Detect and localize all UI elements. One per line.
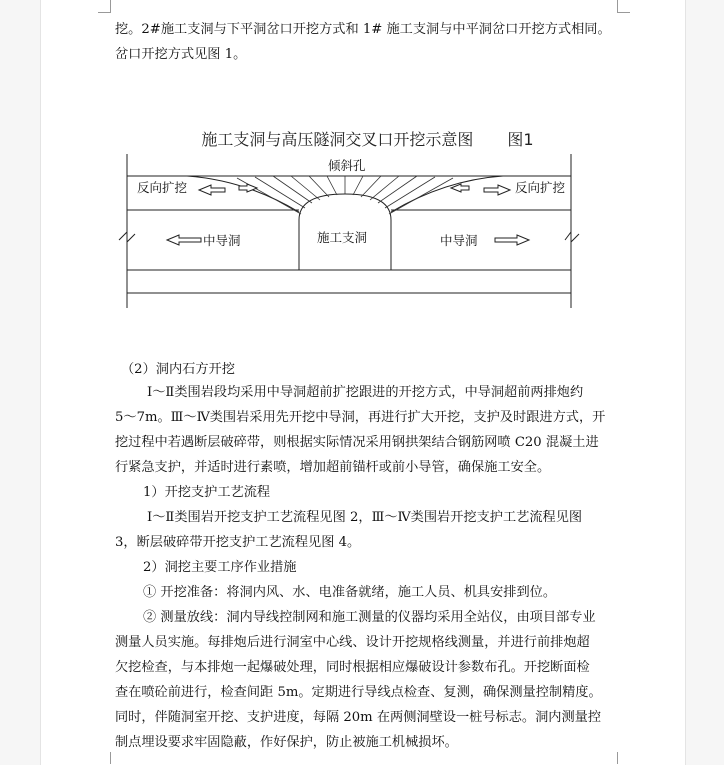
arrow-heading-right <box>495 235 529 245</box>
margin-mark-top-left <box>98 0 111 13</box>
arrow-inner-right <box>451 184 469 192</box>
item2-heading: 2）洞挖主要工序作业措施 <box>143 560 297 575</box>
item1-line-1: Ⅰ～Ⅱ类围岩开挖支护工艺流程见图 2，Ⅲ～Ⅳ类围岩开挖支护工艺流程见图 <box>147 510 583 525</box>
intro-line-1: 挖。2#施工支洞与下平洞岔口开挖方式和 1# 施工支洞与中平洞岔口开挖方式相同。 <box>115 22 611 37</box>
margin-mark-bottom-left <box>98 752 111 764</box>
label-incline-hole: 倾斜孔 <box>328 158 366 173</box>
arrow-reverse-right <box>484 185 510 195</box>
junction-diagram <box>115 150 585 310</box>
figure-label: 图1 <box>507 130 534 149</box>
item1-line-2: 3，断层破碎带开挖支护工艺流程见图 4。 <box>115 535 361 550</box>
para1-line-3: 挖过程中若遇断层破碎带，则根据实际情况采用钢拱架结合钢筋网喷 C20 混凝土进 <box>115 435 599 450</box>
left-gutter <box>0 0 40 765</box>
label-center-heading-left: 中导洞 <box>203 233 241 248</box>
right-gutter <box>684 0 724 765</box>
label-center-heading-right: 中导洞 <box>440 233 478 248</box>
arrow-reverse-left <box>199 185 225 195</box>
figure-title-text: 施工支洞与高压隧洞交叉口开挖示意图 <box>201 130 474 149</box>
arrow-heading-left <box>167 235 201 245</box>
step2-line-1: ② 测量放线：洞内导线控制网和施工测量的仪器均采用全站仪，由项目部专业 <box>143 610 596 625</box>
step2-line-2: 测量人员实施。每排炮后进行洞室中心线、设计开挖规格线测量，并进行前排炮超 <box>115 635 590 650</box>
step2-line-3: 欠挖检查，与本排炮一起爆破处理，同时根据相应爆破设计参数布孔。开挖断面检 <box>115 660 590 675</box>
section-heading: （2）洞内石方开挖 <box>121 362 235 377</box>
step1-line: ① 开挖准备：将洞内风、水、电准备就绪，施工人员、机具安排到位。 <box>143 585 557 600</box>
step2-line-5: 同时，伴随洞室开挖、支护进度，每隔 20m 在两侧洞壁设一桩号标志。洞内测量控 <box>115 710 602 725</box>
incline-holes <box>237 176 453 214</box>
label-branch-tunnel: 施工支洞 <box>317 230 368 245</box>
step2-line-6: 制点埋设要求牢固隐蔽，作好保护，防止被施工机械损坏。 <box>115 735 458 750</box>
break-mark-left <box>119 232 135 242</box>
para1-line-1: Ⅰ～Ⅱ类围岩段均采用中导洞超前扩挖跟进的开挖方式，中导洞超前两排炮约 <box>147 385 584 400</box>
figure-title <box>115 127 620 150</box>
para1-line-4: 行紧急支护，并适时进行素喷，增加超前锚杆或前小导管，确保施工安全。 <box>115 460 551 475</box>
label-reverse-right: 反向扩挖 <box>515 180 566 195</box>
label-reverse-left: 反向扩挖 <box>137 180 188 195</box>
margin-mark-top-right <box>617 0 630 13</box>
break-mark-right <box>565 232 579 242</box>
intro-line-2: 岔口开挖方式见图 1。 <box>115 47 247 62</box>
item1-heading: 1）开挖支护工艺流程 <box>143 485 271 500</box>
para1-line-2: 5～7m。Ⅲ～Ⅳ类围岩采用先开挖中导洞，再进行扩大开挖，支护及时跟进方式，开 <box>115 410 606 425</box>
step2-line-4: 查在喷砼前进行，检查间距 5m。定期进行导线点检查、复测，确保测量控制精度。 <box>115 685 602 700</box>
